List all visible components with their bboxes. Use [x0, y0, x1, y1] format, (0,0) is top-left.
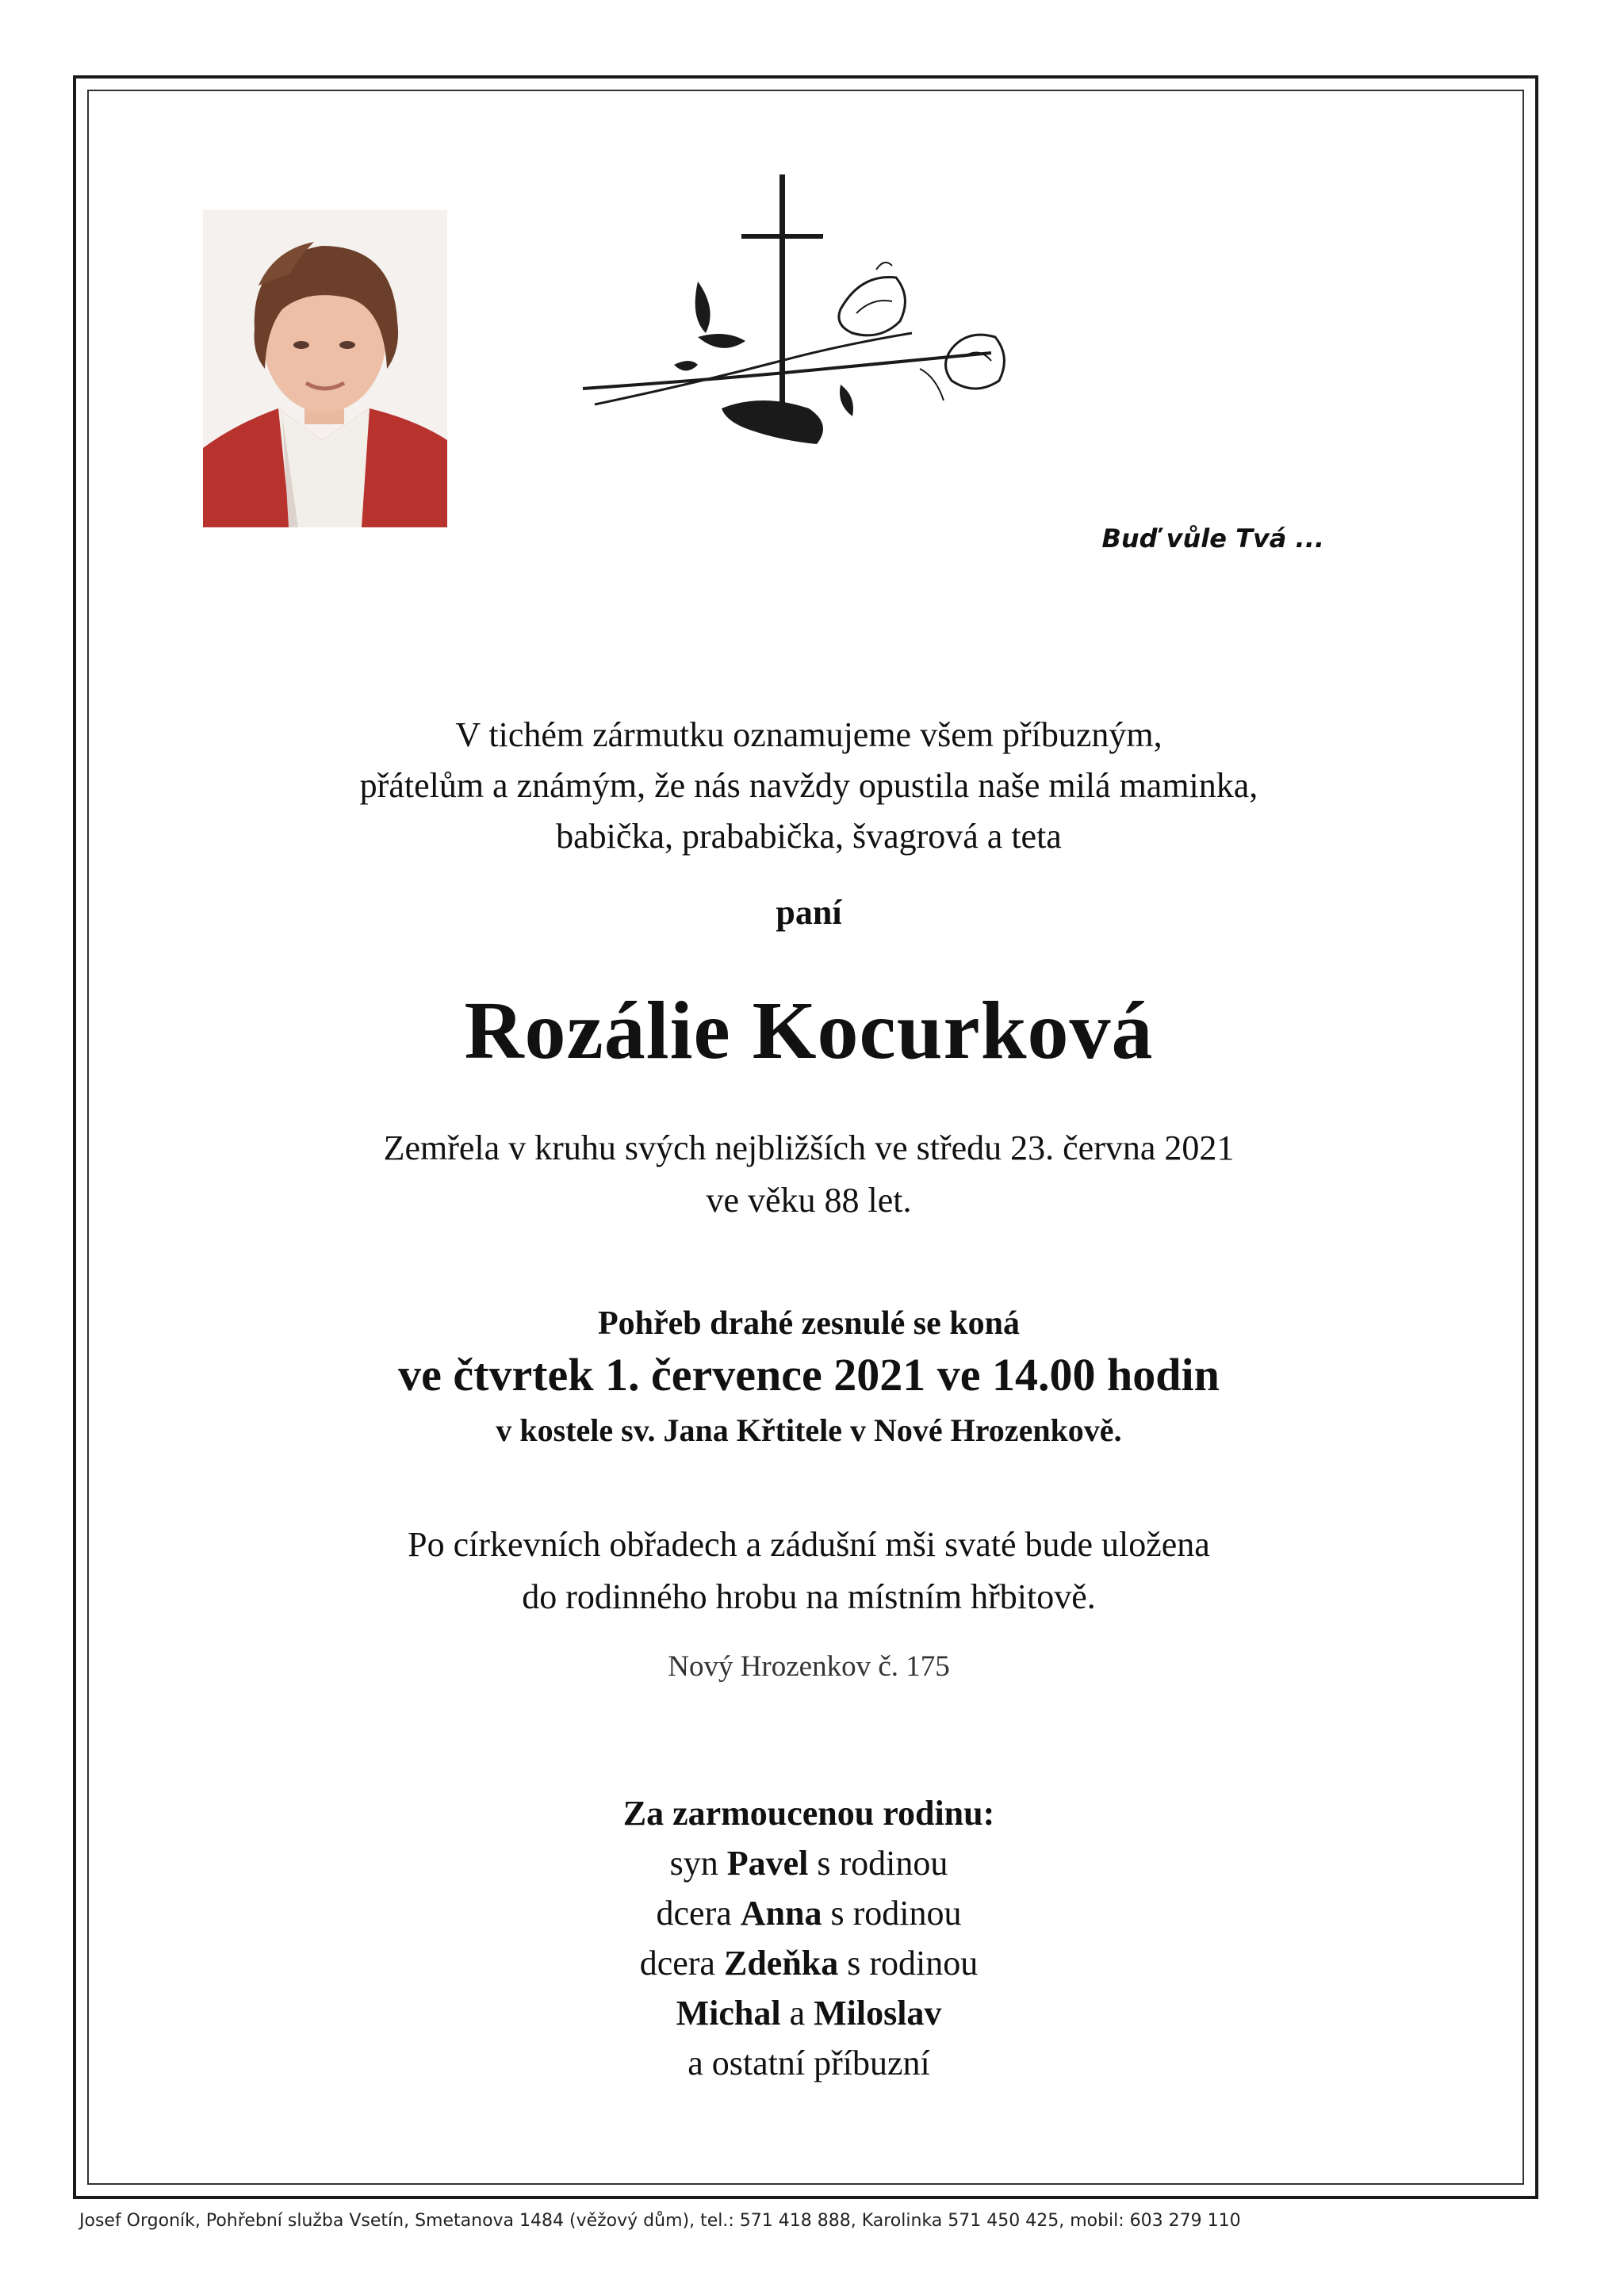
conjunction: a [789, 1994, 806, 2033]
age-line: ve věku 88 let. [706, 1181, 912, 1220]
death-info [174, 1122, 1443, 1227]
relation: dcera [639, 1944, 715, 1983]
funeral-place: v kostele sv. Jana Křtitele v Nové Hrozenkově. [496, 1412, 1122, 1448]
list-item [174, 1938, 1443, 1988]
deceased-name: Rozálie Kocurková [464, 985, 1154, 1076]
funeral-service-footer: Josef Orgoník, Pohřební služba Vsetín, Smetanova 1484 (věžový dům), tel.: 571 418 888, Karolinka 571 450 425, mobil: 603 279 110 [79, 2211, 1241, 2231]
member-name: Zdeňka [723, 1944, 839, 1983]
title-prefix: paní [776, 893, 842, 932]
portrait-illustration [203, 210, 447, 527]
funeral-lead: Pohřeb drahé zesnulé se koná [597, 1305, 1020, 1342]
list-item [174, 1988, 1443, 2038]
member-name: Anna [740, 1894, 822, 1933]
intro-line: V tichém zármutku oznamujeme všem příbuzným, [455, 715, 1162, 754]
motto: Buď vůle Tvá ... [1101, 523, 1324, 554]
relation: syn [669, 1844, 718, 1883]
burial-info [174, 1519, 1443, 1623]
portrait-photo [203, 210, 447, 527]
announcement-intro [174, 710, 1443, 862]
member-name: Michal [676, 1994, 781, 2033]
relation: dcera [656, 1894, 732, 1933]
with-family: s rodinou [817, 1844, 948, 1883]
funeral-date: ve čtvrtek 1. července 2021 ve 14.00 hodin [398, 1349, 1220, 1400]
family-list [174, 1788, 1443, 2088]
intro-line: babička, prababička, švagrová a teta [556, 817, 1062, 856]
list-item [174, 1888, 1443, 1938]
cross-icon [579, 170, 1031, 464]
burial-line: Po církevních obřadech a zádušní mši svaté bude uložena [408, 1525, 1210, 1564]
burial-line: do rodinného hrobu na místním hřbitově. [522, 1577, 1096, 1616]
family-heading: Za zarmoucenou rodinu: [622, 1794, 995, 1833]
list-item: a ostatní příbuzní [688, 2044, 930, 2082]
member-name: Miloslav [814, 1994, 942, 2033]
death-line: Zemřela v kruhu svých nejbližších ve středu 23. června 2021 [383, 1128, 1235, 1167]
with-family: s rodinou [830, 1894, 962, 1933]
intro-line: přátelům a známým, že nás navždy opustila naše milá maminka, [359, 766, 1258, 805]
member-name: Pavel [726, 1844, 809, 1883]
with-family: s rodinou [847, 1944, 979, 1983]
address: Nový Hrozenkov č. 175 [668, 1650, 950, 1683]
cross-with-roses-ornament [579, 170, 1031, 464]
list-item [174, 1838, 1443, 1888]
